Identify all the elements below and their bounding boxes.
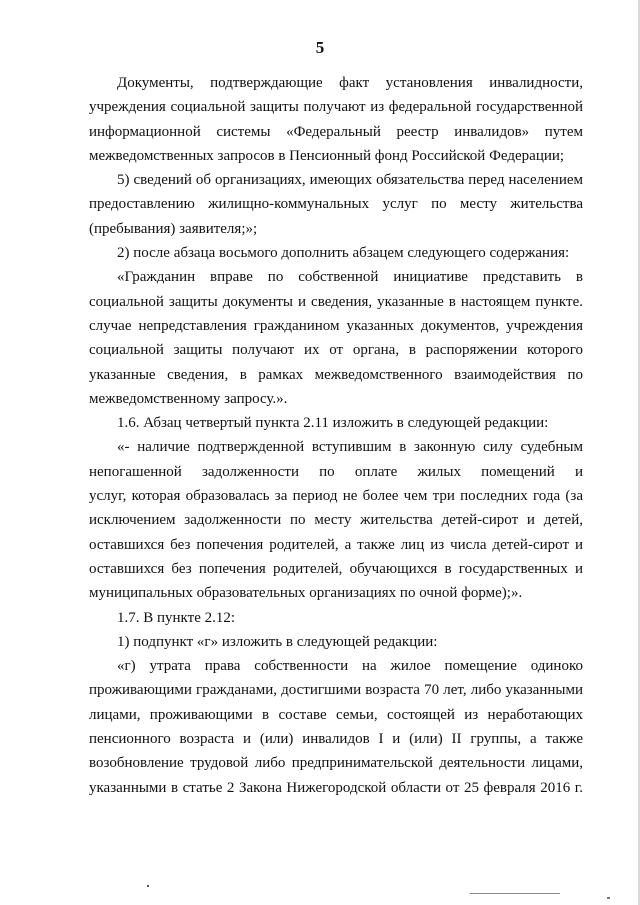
body-line: межведомственных запросов в Пенсионный фонд Российской Федерации; <box>89 147 565 164</box>
body-line: Документы, подтверждающие факт установления инвалидности, <box>117 75 583 91</box>
body-line: «- наличие подтвержденной вступившим в законную силу судебным <box>117 439 583 456</box>
body-line: 1.7. В пункте 2.12: <box>117 609 236 626</box>
body-line: 2) после абзаца восьмого дополнить абзацем следующего содержания: <box>117 245 570 262</box>
body-line: лицами, проживающими в составе семьи, состоящей из неработающих <box>89 706 583 723</box>
page-number: 5 <box>315 38 325 57</box>
body-line: непогашенной задолженности по оплате жилых помещений и <box>89 463 583 480</box>
body-line: услуг, которая образовалась за период не более чем три последних года (за <box>89 488 583 505</box>
body-line: 5) сведений об организациях, имеющих обязательства перед населением <box>117 172 583 189</box>
body-line: 1.6. Абзац четвертый пункта 2.11 изложить в следующей редакции: <box>117 415 549 432</box>
body-line: (пребывания) заявителя;»; <box>89 220 258 237</box>
body-line: «г) утрата права собственности на жилое помещение одиноко <box>117 658 583 675</box>
body-line: предоставлению жилищно-коммунальных услуг по месту жительства <box>89 196 583 213</box>
body-line: межведомственному запросу.». <box>89 390 288 407</box>
body-line: социальной защиты документы и сведения, указанные в настоящем пункте. <box>89 293 583 310</box>
body-line: указанными в статье 2 Закона Нижегородской области от 25 февраля 2016 г. <box>89 779 583 796</box>
scan-speck <box>607 897 610 899</box>
scan-speck <box>147 885 149 887</box>
body-line: 1) подпункт «г» изложить в следующей редакции: <box>117 633 438 650</box>
scan-bottom-mark <box>470 893 560 894</box>
body-line: оставшихся без попечения родителей, обучающихся в государственных и <box>89 560 583 577</box>
body-line: указанные сведения, в рамках межведомственного взаимодействия по <box>89 366 583 383</box>
body-line: пенсионного возраста и (или) инвалидов I и (или) II группы, а также <box>89 731 583 748</box>
body-line: «Гражданин вправе по собственной инициативе представить в <box>117 269 583 286</box>
body-line: исключением задолженности по месту жительства детей-сирот и детей, <box>89 512 583 529</box>
body-line: социальной защиты получают их от органа, в распоряжении которого <box>89 342 583 359</box>
body-line: случае непредставления гражданином указанных документов, учреждения <box>89 317 583 334</box>
body-line: информационной системы «Федеральный реестр инвалидов» путем <box>89 123 583 140</box>
body-line: муниципальных образовательных организациях по очной форме);». <box>89 585 523 602</box>
body-line: проживающими гражданами, достигшими возраста 70 лет, либо указанными <box>89 682 583 699</box>
document-body <box>89 71 583 800</box>
body-line: оставшихся без попечения родителей, а также лиц из числа детей-сирот и <box>89 536 583 553</box>
body-line: возобновление трудовой либо предпринимательской деятельности лицами, <box>89 755 583 772</box>
body-line: учреждения социальной защиты получают из федеральной государственной <box>89 99 583 116</box>
